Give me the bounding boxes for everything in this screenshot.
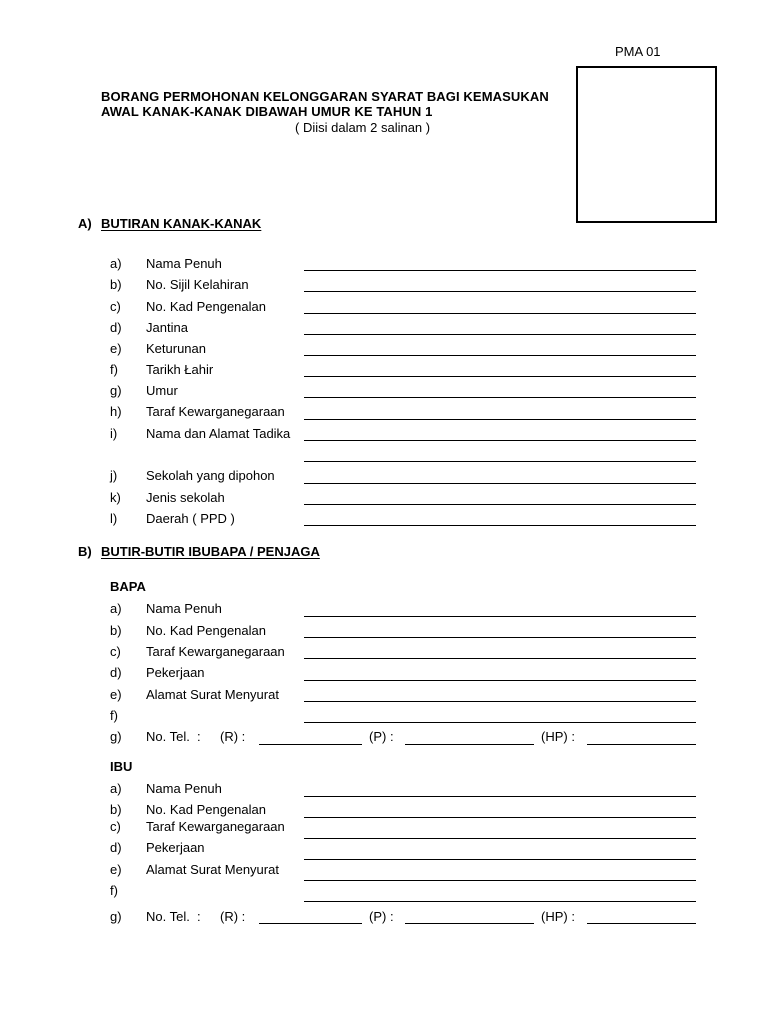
field-label-kad-pengenalan: No. Kad Pengenalan <box>146 299 266 314</box>
field-letter: b) <box>110 277 122 292</box>
field-letter: g) <box>110 909 122 924</box>
field-letter: f) <box>110 708 118 723</box>
form-code: PMA 01 <box>615 44 661 59</box>
field-label-kewarganegaraan: Taraf Kewarganegaraan <box>146 404 285 419</box>
child-tadika-line-2[interactable] <box>304 461 696 462</box>
field-label-nama-penuh: Nama Penuh <box>146 256 222 271</box>
field-label-pekerjaan: Pekerjaan <box>146 665 205 680</box>
field-letter: a) <box>110 781 122 796</box>
field-letter: i) <box>110 426 118 441</box>
field-letter: b) <box>110 623 122 638</box>
section-a-title: BUTIRAN KANAK-KANAK <box>101 216 262 231</box>
child-sijil-kelahiran-line[interactable] <box>304 291 696 292</box>
field-letter: e) <box>110 862 122 877</box>
ibu-tel-hp-line[interactable] <box>587 923 696 924</box>
field-letter: a) <box>110 256 122 271</box>
child-umur-line[interactable] <box>304 397 696 398</box>
ibu-tel-p-line[interactable] <box>405 923 534 924</box>
form-title-line1: BORANG PERMOHONAN KELONGGARAN SYARAT BAGI KEMASUKAN <box>101 89 549 104</box>
field-label-nama-penuh: Nama Penuh <box>146 601 222 616</box>
tel-p-label: (P) : <box>369 729 394 744</box>
field-letter: h) <box>110 404 122 419</box>
field-letter: k) <box>110 490 121 505</box>
field-letter: g) <box>110 383 122 398</box>
section-b-title: BUTIR-BUTIR IBUBAPA / PENJAGA <box>101 544 320 559</box>
child-kad-pengenalan-line[interactable] <box>304 313 696 314</box>
child-jenis-sekolah-line[interactable] <box>304 504 696 505</box>
field-label-daerah: Daerah ( PPD ) <box>146 511 235 526</box>
ibu-alamat-line-2[interactable] <box>304 901 696 902</box>
field-label-alamat: Alamat Surat Menyurat <box>146 862 279 877</box>
ibu-heading: IBU <box>110 759 133 774</box>
field-letter: f) <box>110 362 118 377</box>
bapa-kewarganegaraan-line[interactable] <box>304 658 696 659</box>
field-letter: l) <box>110 511 118 526</box>
field-letter: a) <box>110 601 122 616</box>
field-letter: d) <box>110 320 122 335</box>
tel-colon: : <box>197 909 201 924</box>
tel-colon: : <box>197 729 201 744</box>
field-label-tadika: Nama dan Alamat Tadika <box>146 426 291 441</box>
field-letter: j) <box>110 468 118 483</box>
field-letter: g) <box>110 729 122 744</box>
tel-hp-label: (HP) : <box>541 729 575 744</box>
field-label-nama-penuh: Nama Penuh <box>146 781 222 796</box>
ibu-kad-pengenalan-line[interactable] <box>304 817 696 818</box>
field-letter: f) <box>110 883 118 898</box>
bapa-alamat-line-1[interactable] <box>304 701 696 702</box>
bapa-tel-p-line[interactable] <box>405 744 534 745</box>
field-letter: e) <box>110 687 122 702</box>
bapa-pekerjaan-line[interactable] <box>304 680 696 681</box>
child-tadika-line-1[interactable] <box>304 440 696 441</box>
ibu-nama-penuh-line[interactable] <box>304 796 696 797</box>
child-kewarganegaraan-line[interactable] <box>304 419 696 420</box>
form-subtitle: ( Diisi dalam 2 salinan ) <box>295 120 431 135</box>
child-nama-penuh-line[interactable] <box>304 270 696 271</box>
ibu-kewarganegaraan-line[interactable] <box>304 838 696 839</box>
bapa-alamat-line-2[interactable] <box>304 722 696 723</box>
ibu-tel-r-line[interactable] <box>259 923 362 924</box>
field-label-sekolah-dipohon: Sekolah yang dipohon <box>146 468 275 483</box>
tel-r-label: (R) : <box>220 909 246 924</box>
tel-hp-label: (HP) : <box>541 909 575 924</box>
bapa-heading: BAPA <box>110 579 146 594</box>
tel-r-label: (R) : <box>220 729 246 744</box>
field-label-sijil-kelahiran: No. Sijil Kelahiran <box>146 277 249 292</box>
field-letter: c) <box>110 644 121 659</box>
field-label-jantina: Jantina <box>146 320 188 335</box>
field-label-tarikh-lahir: Tarikh Łahir <box>146 362 214 377</box>
field-label-jenis-sekolah: Jenis sekolah <box>146 490 225 505</box>
ibu-alamat-line-1[interactable] <box>304 880 696 881</box>
field-label-umur: Umur <box>146 383 178 398</box>
field-letter: b) <box>110 802 122 817</box>
field-label-kewarganegaraan: Taraf Kewarganegaraan <box>146 644 285 659</box>
field-letter: d) <box>110 840 122 855</box>
child-jantina-line[interactable] <box>304 334 696 335</box>
bapa-kad-pengenalan-line[interactable] <box>304 637 696 638</box>
field-label-kad-pengenalan: No. Kad Pengenalan <box>146 802 266 817</box>
tel-p-label: (P) : <box>369 909 394 924</box>
ibu-pekerjaan-line[interactable] <box>304 859 696 860</box>
field-letter: c) <box>110 299 121 314</box>
form-title-line2: AWAL KANAK-KANAK DIBAWAH UMUR KE TAHUN 1 <box>101 104 433 119</box>
field-letter: d) <box>110 665 122 680</box>
bapa-tel-r-line[interactable] <box>259 744 362 745</box>
bapa-tel-hp-line[interactable] <box>587 744 696 745</box>
photo-box <box>576 66 717 223</box>
field-letter: e) <box>110 341 122 356</box>
field-label-keturunan: Keturunan <box>146 341 206 356</box>
field-label-kewarganegaraan: Taraf Kewarganegaraan <box>146 819 285 834</box>
field-label-pekerjaan: Pekerjaan <box>146 840 205 855</box>
field-label-alamat: Alamat Surat Menyurat <box>146 687 279 702</box>
bapa-nama-penuh-line[interactable] <box>304 616 696 617</box>
child-daerah-line[interactable] <box>304 525 696 526</box>
tel-label: No. Tel. <box>146 729 190 744</box>
section-a-letter: A) <box>78 216 92 231</box>
field-letter: c) <box>110 819 121 834</box>
child-keturunan-line[interactable] <box>304 355 696 356</box>
field-label-kad-pengenalan: No. Kad Pengenalan <box>146 623 266 638</box>
tel-label: No. Tel. <box>146 909 190 924</box>
child-sekolah-dipohon-line[interactable] <box>304 483 696 484</box>
section-b-letter: B) <box>78 544 92 559</box>
child-tarikh-lahir-line[interactable] <box>304 376 696 377</box>
